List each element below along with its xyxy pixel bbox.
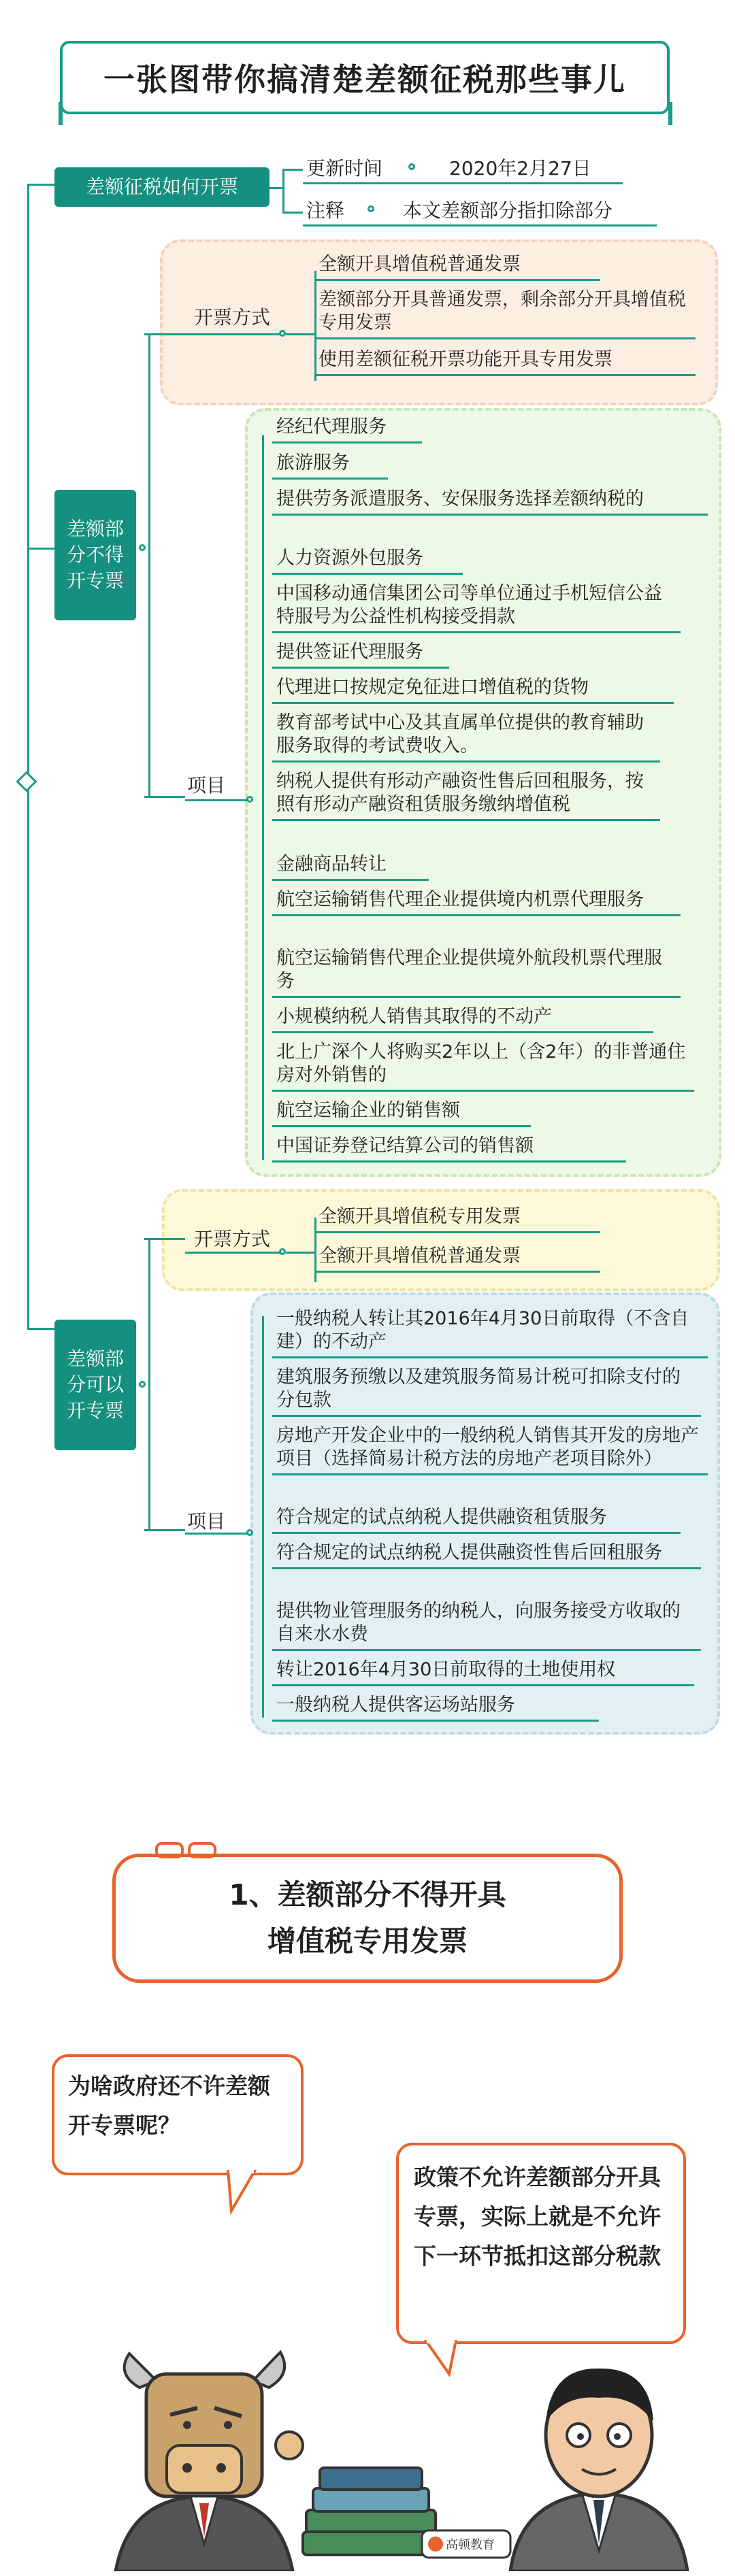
note-value: 本文差额部分指扣除部分 xyxy=(403,199,613,222)
list-item: 符合规定的试点纳税人提供融资性售后回租服务 xyxy=(272,1539,701,1569)
list-item: 航空运输企业的销售额 xyxy=(272,1097,531,1127)
dot-icon xyxy=(246,796,253,803)
connector xyxy=(270,187,283,189)
list-item: 北上广深个人将购买2年以上（含2年）的非普通住房对外销售的 xyxy=(272,1038,694,1092)
root-node: 差额征税如何开票 xyxy=(54,167,270,207)
logo-badge-icon xyxy=(422,2530,510,2558)
connector xyxy=(27,548,54,550)
updated-label: 更新时间 xyxy=(306,157,383,180)
invoice-method-label: 开票方式 xyxy=(194,1228,271,1250)
list-item: 中国移动通信集团公司等单位通过手机短信公益特服号为公益性机构接受捐款 xyxy=(272,580,681,633)
dot-icon xyxy=(139,1381,146,1388)
connector xyxy=(262,435,264,1160)
list-item: 一般纳税人转让其2016年4月30日前取得（不含自建）的不动产 xyxy=(272,1305,708,1358)
dot-icon xyxy=(408,163,415,170)
list-item: 一般纳税人提供客运场站服务 xyxy=(272,1691,599,1722)
list-item: 提供劳务派遣服务、安保服务选择差额纳税的 xyxy=(272,485,708,516)
main-spine xyxy=(27,184,29,1330)
list-item: 经纪代理服务 xyxy=(272,413,422,444)
dot-icon xyxy=(139,544,146,551)
invoice-method-label: 开票方式 xyxy=(194,306,271,329)
connector xyxy=(286,1252,314,1254)
items-label: 项目 xyxy=(187,774,226,797)
list-item: 人力资源外包服务 xyxy=(272,544,463,575)
underline xyxy=(303,224,657,227)
updated-value: 2020年2月27日 xyxy=(449,157,591,180)
list-item: 旅游服务 xyxy=(272,449,388,480)
connector xyxy=(144,796,185,798)
connector xyxy=(27,184,54,186)
list-item: 转让2016年4月30日前取得的土地使用权 xyxy=(272,1656,694,1686)
root-diamond-icon xyxy=(16,771,37,792)
items-label: 项目 xyxy=(187,1510,226,1533)
underline xyxy=(185,333,280,335)
logo-text: 高顿教育 xyxy=(446,2538,495,2552)
list-item: 建筑服务预缴以及建筑服务简易计税可扣除支付的分包款 xyxy=(272,1363,701,1417)
dot-icon xyxy=(246,1529,253,1536)
man-character-icon xyxy=(510,2369,687,2571)
connector xyxy=(144,1529,185,1531)
connector xyxy=(286,333,314,335)
connector xyxy=(282,169,284,213)
list-item: 提供物业管理服务的纳税人，向服务接受方收取的自来水水费 xyxy=(272,1597,701,1651)
connector xyxy=(27,1328,54,1330)
list-item: 中国证券登记结算公司的销售额 xyxy=(272,1132,626,1162)
connector xyxy=(262,1316,264,1718)
books-stack-icon xyxy=(303,2468,439,2555)
question-bubble-tail xyxy=(225,2170,265,2218)
can-special-invoice-node: 差额部分可以开专票 xyxy=(54,1320,136,1450)
answer-bubble: 政策不允许差额部分开具专票，实际上就是不允许下一环节抵扣这部分税款 xyxy=(396,2143,686,2344)
connector xyxy=(148,1238,150,1530)
no-special-invoice-node: 差额部分不得开专票 xyxy=(54,490,136,620)
page-title: 一张图带你搞清楚差额征税那些事儿 xyxy=(60,41,670,114)
list-item: 小规模纳税人销售其取得的不动产 xyxy=(272,1003,653,1033)
note-label: 注释 xyxy=(306,199,345,222)
dot-icon xyxy=(368,205,374,212)
list-item: 代理进口按规定免征进口增值税的货物 xyxy=(272,673,674,704)
connector xyxy=(282,169,303,171)
list-item: 航空运输销售代理企业提供境外航段机票代理服务 xyxy=(272,944,681,998)
section-heading xyxy=(112,1854,623,1983)
question-bubble: 为啥政府还不许差额开专票呢？ xyxy=(52,2054,304,2175)
list-item: 金融商品转让 xyxy=(272,850,429,881)
invoice-method-item: 全额开具增值税普通发票 xyxy=(314,250,600,281)
underline xyxy=(185,1533,250,1535)
list-item: 符合规定的试点纳税人提供融资租赁服务 xyxy=(272,1503,681,1534)
section-heading-line2: 增值税专用发票 xyxy=(267,1924,468,1958)
underline xyxy=(185,1252,280,1254)
bull-character-icon xyxy=(116,2352,303,2571)
list-item: 教育部考试中心及其直属单位提供的教育辅助服务取得的考试费收入。 xyxy=(272,709,660,763)
connector xyxy=(144,333,185,335)
list-item: 航空运输销售代理企业提供境内机票代理服务 xyxy=(272,886,681,916)
invoice-method-item: 使用差额征税开票功能开具专用发票 xyxy=(314,346,696,376)
invoice-method-item: 差额部分开具普通发票，剩余部分开具增值税专用发票 xyxy=(314,286,696,339)
list-item: 纳税人提供有形动产融资性售后回租服务，按照有形动产融资租赁服务缴纳增值税 xyxy=(272,767,660,821)
cartoon-illustration xyxy=(102,2326,715,2571)
underline xyxy=(303,182,623,184)
list-item: 房地产开发企业中的一般纳税人销售其开发的房地产项目（选择简易计税方法的房地产老项目除外） xyxy=(272,1422,708,1475)
underline xyxy=(185,799,250,801)
section-heading-line1: 1、差额部分不得开具 xyxy=(229,1878,506,1911)
connector xyxy=(148,333,150,796)
invoice-method-item: 全额开具增值税普通发票 xyxy=(314,1242,600,1273)
invoice-method-item: 全额开具增值税专用发票 xyxy=(314,1203,600,1233)
connector xyxy=(144,1238,185,1240)
dot-icon xyxy=(279,1248,286,1255)
dot-icon xyxy=(279,330,286,337)
connector xyxy=(282,212,303,214)
list-item: 提供签证代理服务 xyxy=(272,638,449,669)
